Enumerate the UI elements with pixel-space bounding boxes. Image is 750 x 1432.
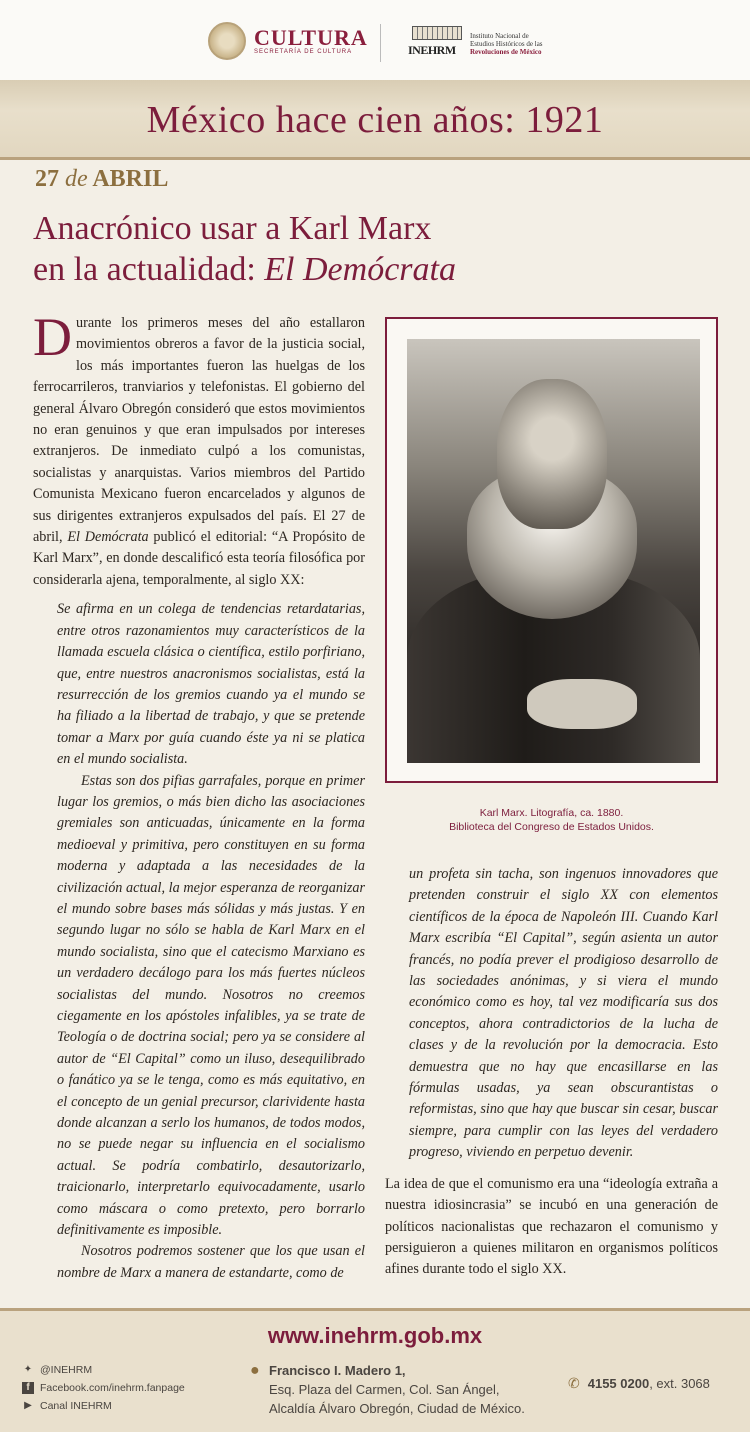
location-pin-icon: ● bbox=[250, 1362, 260, 1379]
left-column bbox=[33, 307, 365, 1284]
youtube-icon: ▶ bbox=[24, 1400, 32, 1411]
cultura-subtitle: SECRETARÍA DE CULTURA bbox=[254, 49, 353, 55]
drop-cap: D bbox=[33, 307, 72, 367]
youtube-link[interactable]: ▶ Canal INEHRM bbox=[22, 1397, 185, 1415]
header bbox=[0, 0, 750, 80]
editorial-quote: Se afirma en un colega de tendencias retardatarias, entre otros razonamientos muy característicos de la llamada escuela clásica o científica, estilo porfiriano, que, entre nuestros anacronismos socialistas, está la resurrección de los gremios cuando ya el mundo se ha filiado a la libertad de trabajo, y que se pretende tomar a Marx por guía cuando éste ya ni se platica en el mundo socialista. Estas son dos pifias garrafales, porque en primer lugar los gremios, o más bien dicho las asociaciones gremiales son anticuadas, únicamente en la forma medioeval y primitiva, pero constituyen en su forma moderna y adaptada a las necesidades de la civilización actual, la mejor esperanza de reorganizar el mundo sobre bases más sólidas y más justas. Y en segundo lugar no sólo se habla de Karl Marx en el mundo socialista, sino que el catecismo Marxiano es un verdadero decálogo para los más fuertes núcleos socialistas del mundo. Nosotros no creemos ciegamente en los apóstoles infalibles, ya se trate de Teología o de doctrina social; pero ya se considere al autor de “El Capital” como un iluso, desequilibrado o fanático ya se le tenga, como es más equitativo, en el concepto de un genial precursor, clarividente hasta donde alcanzan a serlo los humanos, de todos modos, no se puede negar su influencia en el socialismo actual. Se podría combatirlo, desautorizarlo, traicionarlo, interpretarlo equivocadamente, usarlo como máscara o como pretexto, pero borrarlo definitivamente es imposible. Nosotros podremos sostener que los que usan el nombre de Marx a manera de estandarte, como de bbox=[57, 601, 365, 1281]
footer bbox=[0, 1308, 750, 1432]
inehrm-logo[interactable] bbox=[408, 26, 543, 58]
website-link[interactable]: www.inehrm.gob.mx bbox=[267, 1323, 483, 1348]
twitter-icon: ✦ bbox=[23, 1364, 33, 1375]
header-divider bbox=[380, 24, 381, 62]
eagle-seal-icon bbox=[208, 22, 246, 60]
article-date: 27 de ABRIL bbox=[35, 166, 169, 192]
address: ● Francisco I. Madero 1, Esq. Plaza del Carmen, Col. San Ángel, Alcaldía Álvaro Obregón, Ciudad de México. bbox=[250, 1362, 525, 1416]
karl-marx-portrait bbox=[407, 339, 700, 763]
cultura-title: CULTURA bbox=[254, 25, 368, 50]
phone-number[interactable]: ✆ 4155 0200, ext. 3068 bbox=[568, 1375, 710, 1391]
facebook-icon: f bbox=[22, 1382, 34, 1394]
banner-title: México hace cien años: 1921 bbox=[146, 99, 604, 141]
building-icon bbox=[408, 26, 466, 58]
portrait-frame bbox=[385, 317, 718, 783]
portrait-caption: Karl Marx. Litografía, ca. 1880. Biblioteca del Congreso de Estados Unidos. bbox=[449, 807, 654, 833]
right-column bbox=[385, 864, 718, 1281]
twitter-link[interactable]: ✦ @INEHRM bbox=[23, 1364, 93, 1376]
closing-paragraph: La idea de que el comunismo era una “ideología extraña a nuestra idiosincrasia” se incubó en una generación de políticos nacionalistas que rechazaron el comunismo y persiguieron a quienes militaron en organismos políticos afines durante todo el siglo XX. bbox=[385, 1175, 718, 1278]
intro-paragraph: Durante los primeros meses del año estallaron movimientos obreros a favor de la justicia social, los más importantes fueron las huelgas de los ferrocarrileros, tranviarios y telefonistas. El gobierno del general Álvaro Obregón consideró que estos movimientos no eran genuinos y que eran impulsados por intereses extranjeros. De inmediato culpó a los comunistas, socialistas y anarquistas. Varios miembros del Partido Comunista Mexicano fueron encarcelados y algunos de sus dirigentes extranjeros expulsados del país. El 27 de abril, El Demócrata publicó el editorial: “A Propósito de Karl Marx”, en donde descalificó esta teoría filosófica por considerarla ajena, temporalmente, al siglo XX: bbox=[33, 307, 365, 588]
inehrm-fullname: Instituto Nacional de Estudios Históricos de las Revoluciones de México bbox=[470, 32, 543, 56]
article-title: Anacrónico usar a Karl Marx en la actualidad: El Demócrata bbox=[33, 210, 456, 288]
inehrm-name: INEHRM bbox=[408, 43, 456, 57]
phone-icon: ✆ bbox=[568, 1375, 580, 1391]
facebook-link[interactable]: f Facebook.com/inehrm.fanpage bbox=[22, 1379, 185, 1397]
banner bbox=[0, 80, 750, 160]
editorial-quote-continued: un profeta sin tacha, son ingenuos innovadores que pretenden construir el siglo XX con elementos científicos de la época de Napoleón III. Cuando Karl Marx escribía “El Capital”, según asienta un autor francés, no podía prever el prodigioso desarrollo de las sociedades anónimas, y si viera el mundo económico como es hoy, tal vez modificaría sus dos conceptos, ahora contradictorios de la lucha de clases y de la revolución por la democracia. Esto demuestra que no hay que encasillarse en las fórmulas usadas, ya sean obscurantistas o reformistas, sino que hay que buscar sin cesar, buscar siempre, para cumplir con las leyes del verdadero progreso, viviendo en perpetuo devenir. bbox=[409, 866, 718, 1161]
cultura-logo[interactable] bbox=[208, 22, 368, 60]
social-links bbox=[22, 1361, 185, 1415]
